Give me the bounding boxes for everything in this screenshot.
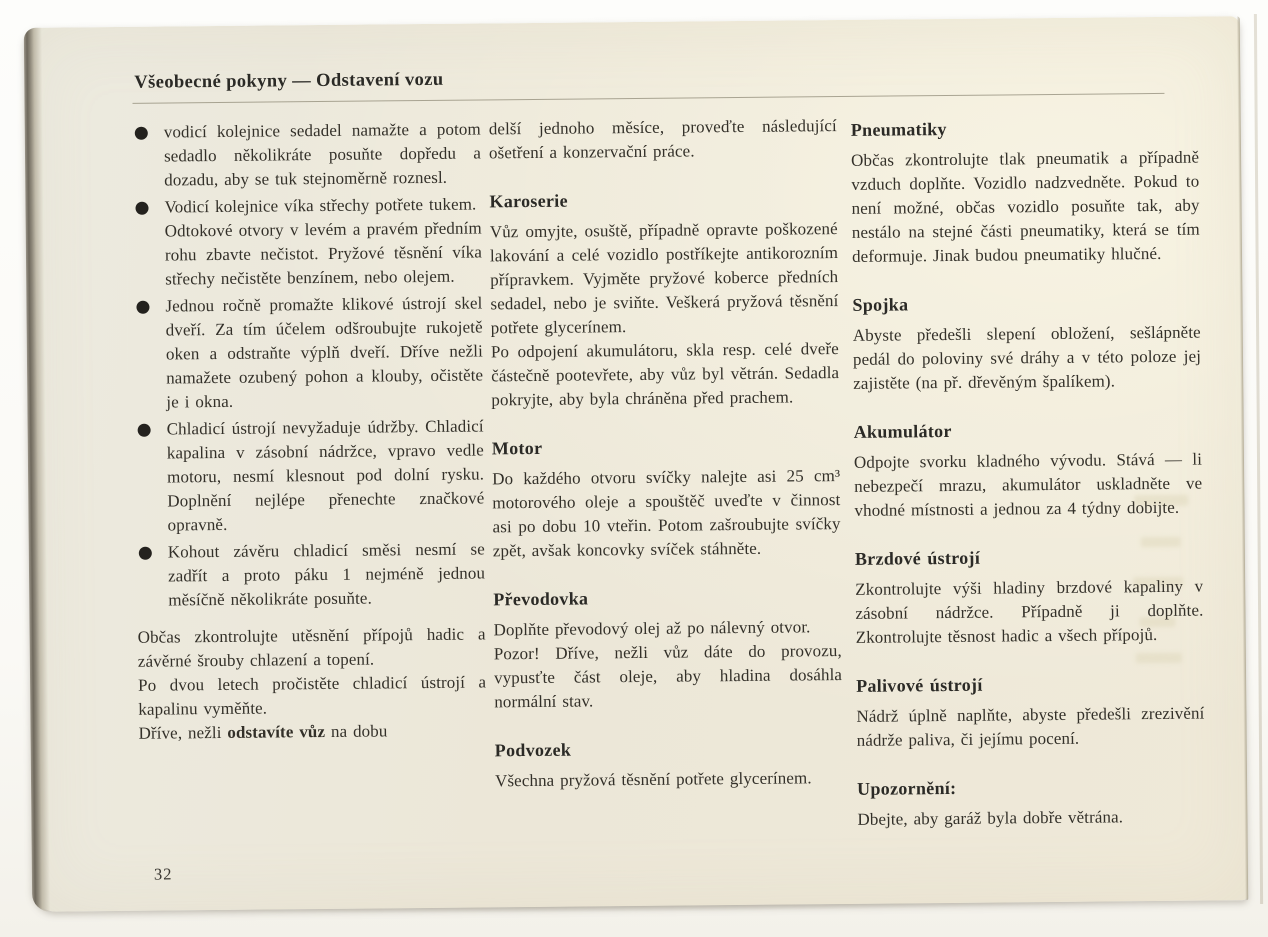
bullet-item xyxy=(134,291,483,414)
bullet-text: vodicí kolejnice sedadel namažte a potom sedadlo několikráte posuňte dopředu a dozadu, aby se tuk stejnoměrně roznesl. xyxy=(163,119,482,190)
paragraph: Abyste předešli slepení obložení, sešlápněte pedál do poloviny své dráhy a v této poloze jej zajistěte (na př. dřevěným špalíkem). xyxy=(852,322,1202,393)
paragraph: Pozor! Dříve, nežli vůz dáte do provozu, vypusťte část oleje, aby hladina dosáhla normální stav. xyxy=(493,641,843,712)
section-heading-pneumatiky: Pneumatiky xyxy=(850,119,947,140)
bullet-text: Chladicí ústrojí nevyžaduje údržby. Chladicí kapalina v zásobní nádržce, vpravo vedle motoru, nesmí klesnout pod dolní rysku. Doplnění nejlépe přenechte značkové opravně. xyxy=(166,416,485,535)
paragraph: Po dvou letech pročistěte chladicí ústrojí a kapalinu vyměňte. xyxy=(138,672,487,719)
paragraph: Vůz omyjte, osuště, případně opravte poškozené lakování a celé vozidlo postříkejte antikorozním přípravkem. Vyjměte pryžové koberce předních sedadel, nebo je sviňte. Veškerá pryžová těsnění potřete glycerínem. xyxy=(489,219,839,338)
bullet-icon xyxy=(135,127,148,140)
paragraph: delší jednoho měsíce, proveďte následující ošetření a konzervační práce. xyxy=(488,116,837,163)
section-heading-prevodovka: Převodovka xyxy=(493,588,589,610)
paragraph-text: Dříve, nežli xyxy=(138,722,228,743)
bullet-icon xyxy=(135,202,148,215)
paragraph: Doplňte převodový olej až po nálevný otvor. xyxy=(493,617,811,640)
paragraph: Občas zkontrolujte utěsnění přípojů hadic a závěrné šrouby chlazení a topení. xyxy=(137,624,486,671)
paragraph: Dbejte, aby garáž byla dobře větrána. xyxy=(857,807,1124,829)
bullet-icon xyxy=(138,424,151,437)
section-heading-karoserie: Karoserie xyxy=(489,190,568,212)
paragraph: Do každého otvoru svíčky nalejte asi 25 cm³ motorového oleje a spouštěč uveďte v činnost asi po dobu 10 vteřin. Potom zašroubujte svíčky zpět, avšak koncovky svíček stáhněte. xyxy=(492,466,841,561)
paragraph: Po odpojení akumulátoru, skla resp. celé dveře částečně pootevřete, aby vůz byl větrán. Sedadla pokryjte, aby byla chráněna před prachem. xyxy=(490,339,840,410)
bold-text: odstavíte vůz xyxy=(227,721,326,742)
bullet-text: Kohout závěru chladicí směsi nesmí se zadřít a proto páku 1 nejméně jednou měsíčně několikráte posuňte. xyxy=(167,539,486,610)
paragraph: Zkontrolujte výši hladiny brzdové kapaliny v zásobní nádržce. Případně ji doplňte. Zkontrolujte těsnost hadic a všech přípojů. xyxy=(855,576,1204,647)
bullet-item xyxy=(133,117,482,192)
section-heading-akumulator: Akumulátor xyxy=(853,420,952,442)
section-heading-podvozek: Podvozek xyxy=(494,739,572,761)
section-heading-spojka: Spojka xyxy=(852,294,909,315)
paragraph: Všechna pryžová těsnění potřete glycerínem. xyxy=(494,768,812,791)
bullet-text: Vodicí kolejnice víka střechy potřete tukem. xyxy=(164,194,477,217)
column-right xyxy=(851,111,1206,890)
page-header-title: Všeobecné pokyny — Odstavení vozu xyxy=(134,69,444,93)
header-rule xyxy=(133,93,1165,104)
paragraph-text: na dobu xyxy=(324,721,388,741)
bullet-icon xyxy=(139,547,152,560)
section-heading-brzdove-ustroji: Brzdové ústrojí xyxy=(854,547,981,569)
scanned-manual-page xyxy=(24,16,1248,912)
paragraph xyxy=(138,718,486,745)
section-heading-motor: Motor xyxy=(491,437,543,459)
paragraph: Nádrž úplně naplňte, abyste předešli zrezivění nádrže paliva, či jejímu pocení. xyxy=(856,703,1205,750)
paragraph: Občas zkontrolujte tlak pneumatik a případně vzduch doplňte. Vozidlo nadzvedněte. Pokud to není možné, občas vozidlo posuňte tak, aby nestálo na stejné části pneumatiky, která se tím deformuje. Jinak budou pneumatiky hlučné. xyxy=(851,147,1200,266)
bullet-text: Odtokové otvory v levém a pravém předním rohu zbavte nečistot. Pryžové těsnění víka střechy nečistěte benzínem, nebo olejem. xyxy=(164,218,483,289)
book-binding-edge xyxy=(24,28,50,912)
bullet-item xyxy=(137,537,486,612)
bullet-text: Jednou ročně promažte klikové ústrojí skel dveří. Za tím účelem odšroubujte rukojetě oken a odstraňte výplň dveří. Dříve nežli namažete ozubený pohon a klouby, očistěte je i okna. xyxy=(165,293,484,412)
bullet-icon xyxy=(136,301,149,314)
section-heading-palivove-ustroji: Palivové ústrojí xyxy=(856,674,983,696)
paragraph: Odpojte svorku kladného vývodu. Stává — li nebezpečí mrazu, akumulátor uskladněte ve vhodné místnosti a jednou za 4 týdny dobijte. xyxy=(853,449,1203,520)
column-middle xyxy=(489,114,844,893)
section-heading-upozorneni: Upozornění: xyxy=(857,777,957,799)
column-left xyxy=(133,117,488,896)
bullet-item xyxy=(133,192,482,291)
bullet-item xyxy=(136,414,485,537)
underlying-page-edge xyxy=(1254,14,1263,904)
page-right-edge xyxy=(1237,16,1248,900)
page-number: 32 xyxy=(153,864,173,884)
